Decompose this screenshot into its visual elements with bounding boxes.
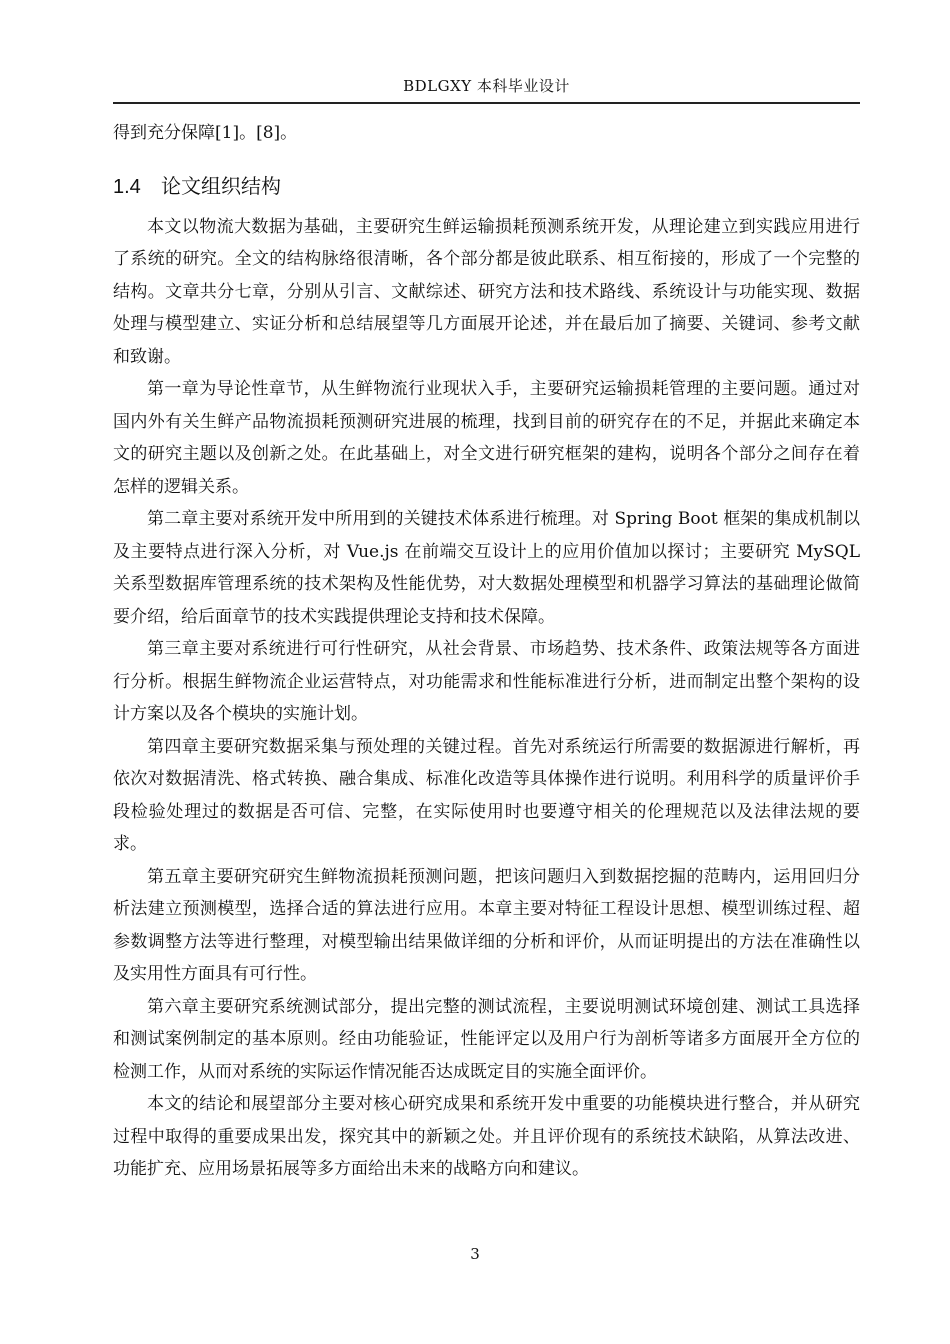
- page-number: 3: [470, 1245, 480, 1263]
- section-number: 1.4: [113, 175, 141, 198]
- paragraph-chapter-1: 第一章为导论性章节，从生鲜物流行业现状入手，主要研究运输损耗管理的主要问题。通过对国内外有关生鲜产品物流损耗预测研究进展的梳理，找到目前的研究存在的不足，并据此来确定本文的研究主题以及创新之处。在此基础上，对全文进行研究框架的建构，说明各个部分之间存在着怎样的逻辑关系。: [113, 379, 860, 497]
- paragraph-chapter-4: 第四章主要研究数据采集与预处理的关键过程。首先对系统运行所需要的数据源进行解析，再依次对数据清洗、格式转换、融合集成、标准化改造等具体操作进行说明。利用科学的质量评价手段检验处理过的数据是否可信、完整，在实际使用时也要遵守相关的伦理规范以及法律法规的要求。: [113, 736, 860, 854]
- section-heading: [113, 170, 860, 203]
- paragraph-overview: 本文以物流大数据为基础，主要研究生鲜运输损耗预测系统开发，从理论建立到实践应用进行了系统的研究。全文的结构脉络很清晰，各个部分都是彼此联系、相互衔接的，形成了一个完整的结构。文章共分七章，分别从引言、文献综述、研究方法和技术路线、系统设计与功能实现、数据处理与模型建立、实证分析和总结展望等几方面展开论述，并在最后加了摘要、关键词、参考文献和致谢。: [113, 216, 860, 367]
- document-body: [113, 117, 860, 1186]
- section-title: 论文组织结构: [161, 173, 281, 198]
- paragraph-chapter-6: 第六章主要研究系统测试部分，提出完整的测试流程，主要说明测试环境创建、测试工具选择和测试案例制定的基本原则。经由功能验证，性能评定以及用户行为剖析等诸多方面展开全方位的检测工作，从而对系统的实际运作情况能否达成既定目的实施全面评价。: [113, 996, 860, 1082]
- paragraph-chapter-3: 第三章主要对系统进行可行性研究，从社会背景、市场趋势、技术条件、政策法规等各方面进行分析。根据生鲜物流企业运营特点，对功能需求和性能标准进行分析，进而制定出整个架构的设计方案以及各个模块的实施计划。: [113, 639, 860, 724]
- header-title: BDLGXY 本科毕业设计: [403, 77, 570, 95]
- continuation-line: 得到充分保障[1]。[8]。: [113, 123, 298, 143]
- page-header: [113, 76, 860, 104]
- paragraph-chapter-5: 第五章主要研究研究生鲜物流损耗预测问题，把该问题归入到数据挖掘的范畴内，运用回归分析法建立预测模型，选择合适的算法进行应用。本章主要对特征工程设计思想、模型训练过程、超参数调整方法等进行整理，对模型输出结果做详细的分析和评价，从而证明提出的方法在准确性以及实用性方面具有可行性。: [113, 866, 860, 984]
- paragraph-chapter-2: 第二章主要对系统开发中所用到的关键技术体系进行梳理。对 Spring Boot 框架的集成机制以及主要特点进行深入分析，对 Vue.js 在前端交互设计上的应用价值加以探讨；主要研究 MySQL 关系型数据库管理系统的技术架构及性能优势，对大数据处理模型和机器学习算法的基础理论做简要介绍，给后面章节的技术实践提供理论支持和技术保障。: [113, 509, 860, 627]
- paragraph-conclusion: 本文的结论和展望部分主要对核心研究成果和系统开发中重要的功能模块进行整合，并从研究过程中取得的重要成果出发，探究其中的新颖之处。并且评价现有的系统技术缺陷，从算法改进、功能扩充、应用场景拓展等多方面给出未来的战略方向和建议。: [113, 1094, 860, 1179]
